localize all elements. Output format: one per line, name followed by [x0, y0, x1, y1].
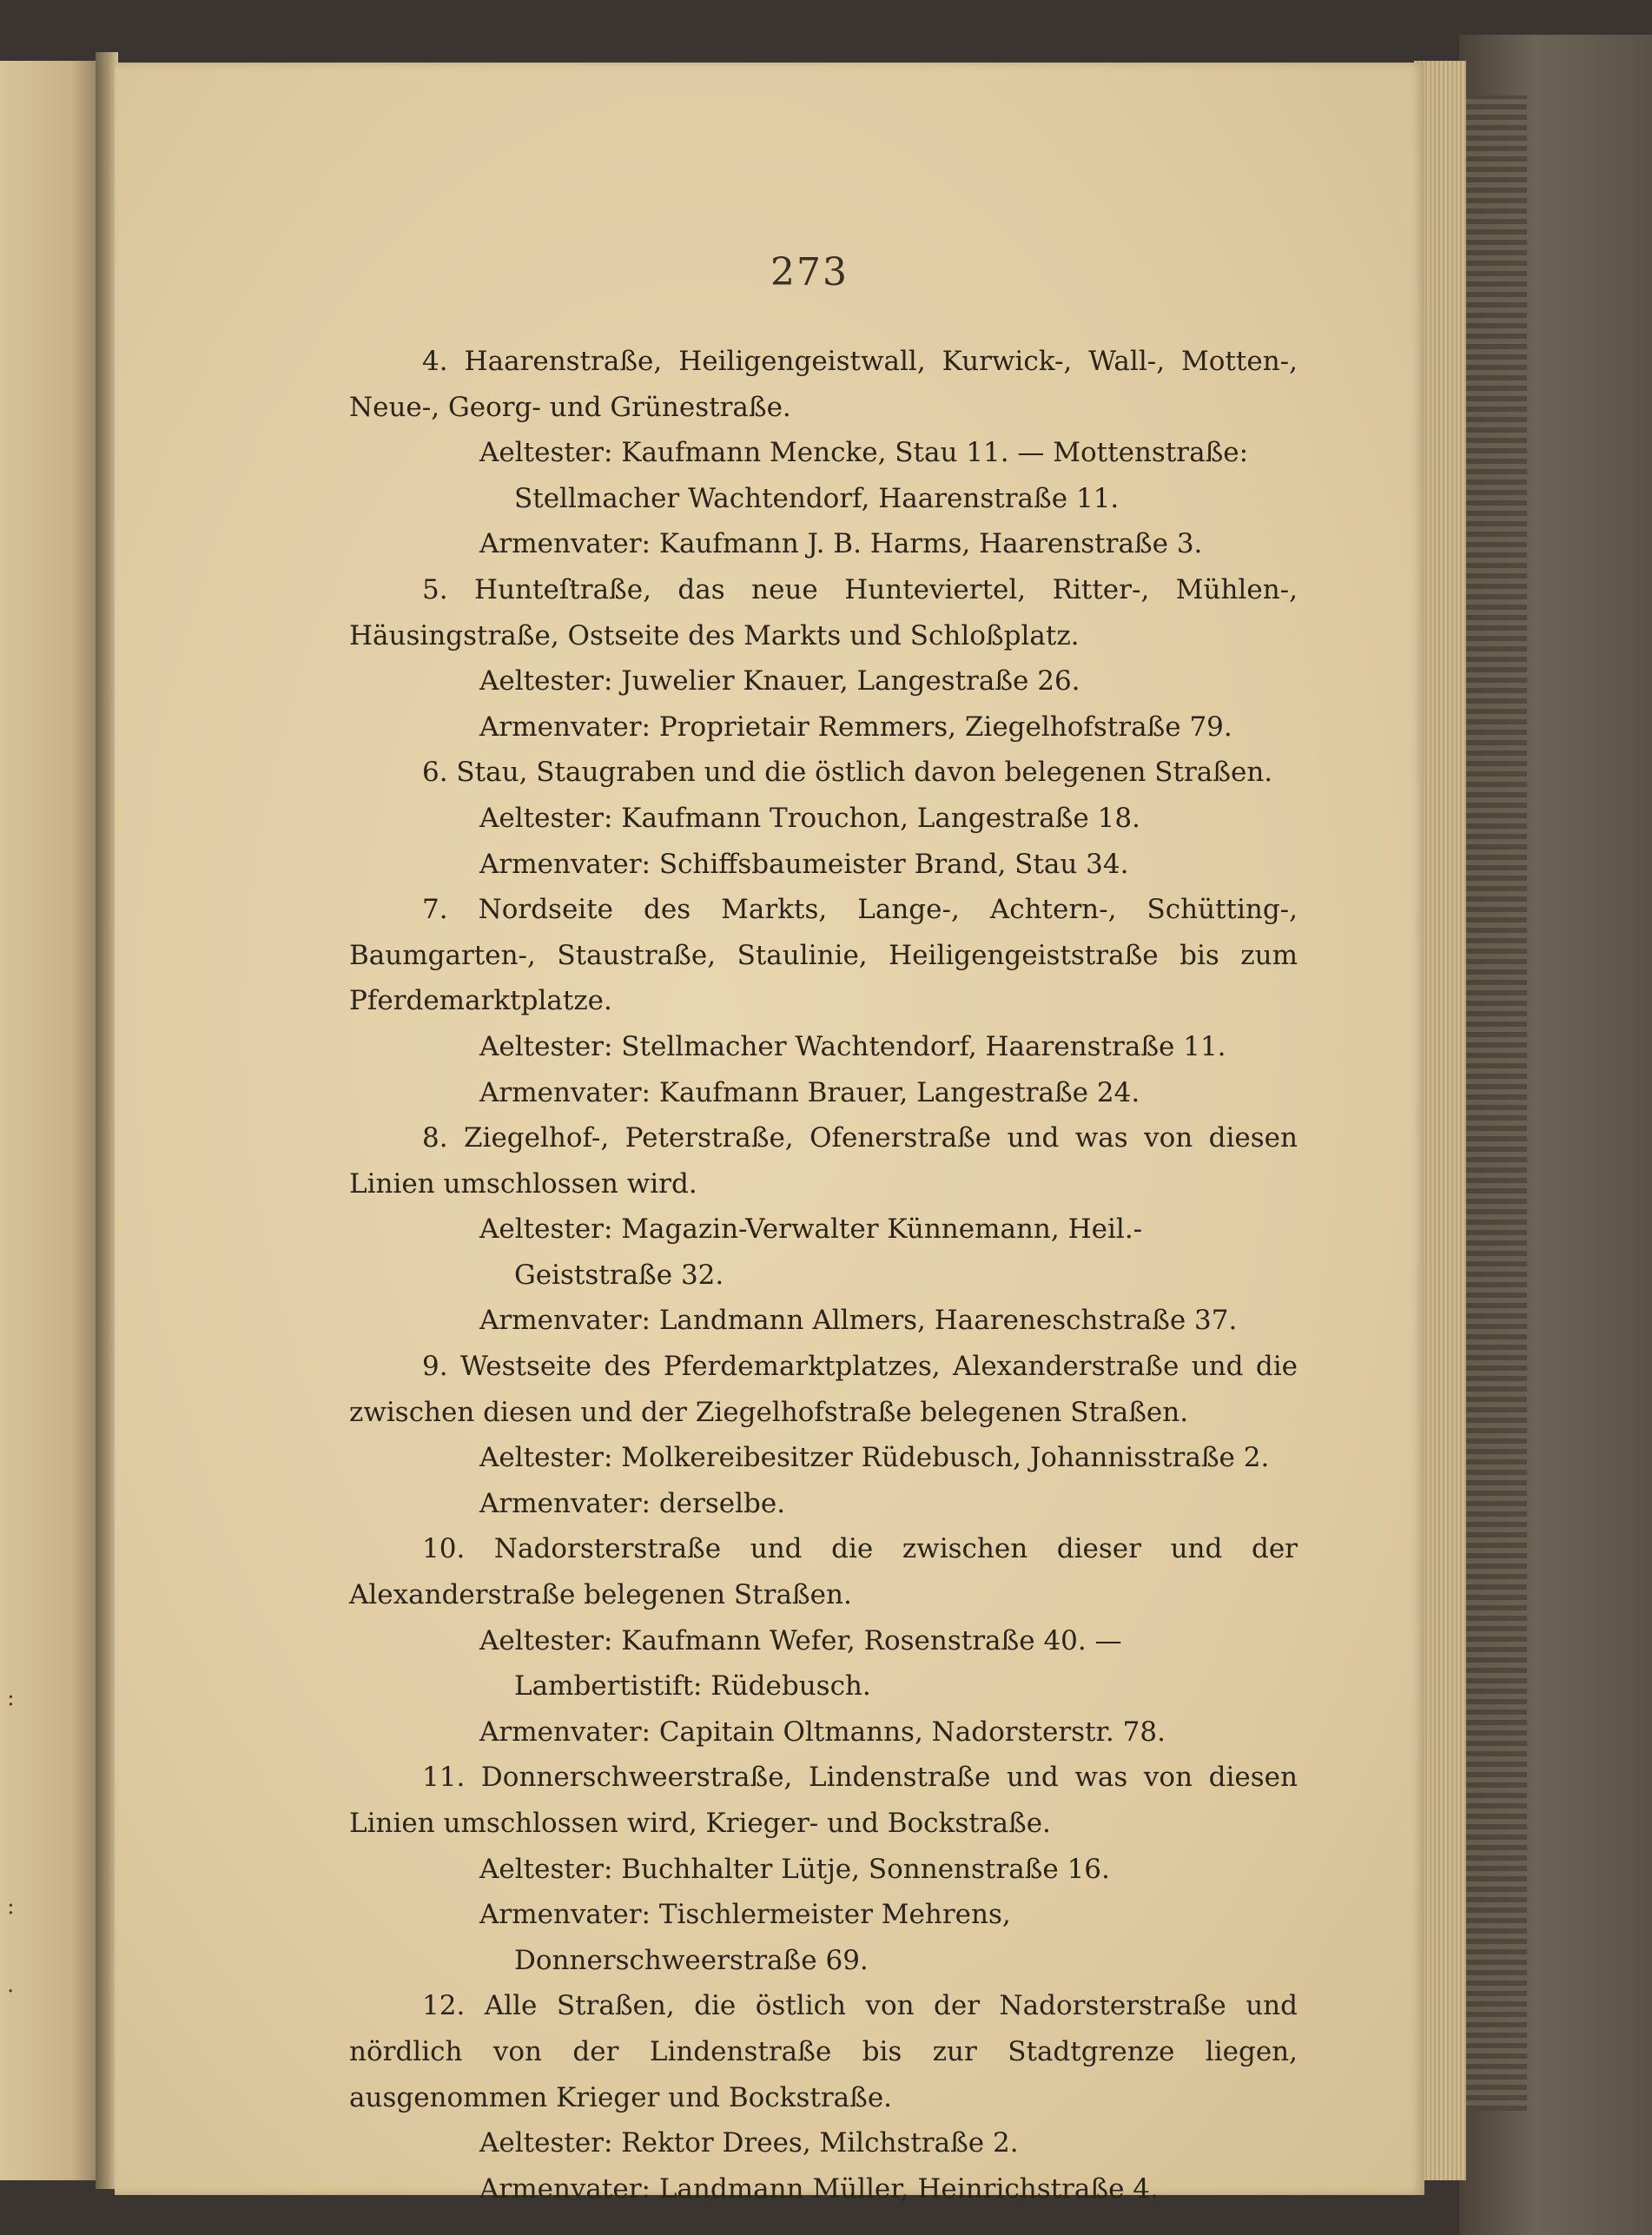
left-page-mark: :: [7, 1894, 15, 1920]
entry-8-armenvater: Armenvater: Landmann Allmers, Haareneschstraße 37.: [479, 1305, 1238, 1337]
entry-9-armenvater: Armenvater: derselbe.: [479, 1487, 786, 1519]
entry-10-heading: 10. Nadorsterstraße und die zwischen dieser und der Alexanderstraße belegenen Straßen.: [349, 1533, 1298, 1611]
entry-9-aeltester: Aeltester: Molkereibesitzer Rüdebusch, Johannisstraße 2.: [479, 1442, 1270, 1474]
entry-5-aeltester: Aeltester: Juwelier Knauer, Langestraße 26.: [479, 665, 1080, 698]
entry-6-heading: 6. Stau, Staugraben und die östlich davon belegenen Straßen.: [422, 757, 1273, 789]
entry-8-heading: 8. Ziegelhof-, Peterstraße, Ofenerstraße und was von diesen Linien umschlossen wird.: [349, 1122, 1298, 1200]
cover-spine-texture: [1466, 96, 1527, 2111]
entry-6-aeltester: Aeltester: Kaufmann Trouchon, Langestraße 18.: [479, 802, 1140, 834]
entry-4-armenvater: Armenvater: Kaufmann J. B. Harms, Haarenstraße 3.: [479, 528, 1203, 560]
entry-12-armenvater: Armenvater: Landmann Müller, Heinrichstraße 4.: [479, 2172, 1159, 2205]
left-page-mark: .: [7, 1972, 15, 1998]
right-page: [115, 63, 1424, 2205]
district-list: [349, 339, 1298, 2212]
entry-6-armenvater: Armenvater: Schiffsbaumeister Brand, Stau 34.: [479, 848, 1129, 880]
entry-8-aeltester: Aeltester: Magazin-Verwalter Künnemann, Heil.-Geiststraße 32.: [479, 1213, 1143, 1291]
entry-5-armenvater: Armenvater: Proprietair Remmers, Ziegelhofstraße 79.: [479, 711, 1232, 743]
entry-7-aeltester: Aeltester: Stellmacher Wachtendorf, Haarenstraße 11.: [479, 1030, 1226, 1062]
entry-7-armenvater: Armenvater: Kaufmann Brauer, Langestraße 24.: [479, 1076, 1140, 1108]
entry-7-heading: 7. Nordseite des Markts, Lange-, Achtern-, Schütting-, Baumgarten-, Staustraße, Staulinie, Heiligengeiststraße bis zum Pferdemarktplatze.: [349, 894, 1298, 1017]
entry-10-armenvater: Armenvater: Capitain Oltmanns, Nadorsterstr. 78.: [479, 1716, 1166, 1748]
entry-5-heading: 5. Hunteſtraße, das neue Hunteviertel, Ritter-, Mühlen-, Häusingstraße, Ostseite des Markts und Schloßplatz.: [349, 573, 1298, 651]
entry-12-aeltester: Aeltester: Rektor Drees, Milchstraße 2.: [479, 2127, 1019, 2159]
entry-9-heading: 9. Westseite des Pferdemarktplatzes, Alexanderstraße und die zwischen diesen und der Ziegelhofstraße belegenen Straßen.: [349, 1351, 1298, 1428]
entry-10-aeltester: Aeltester: Kaufmann Wefer, Rosenstraße 40. — Lambertistift: Rüdebusch.: [479, 1624, 1122, 1703]
entry-12-heading: 12. Alle Straßen, die östlich von der Nadorsterstraße und nördlich von der Lindenstraße bis zur Stadtgrenze liegen, ausgenommen Krieger und Bockstraße.: [349, 1990, 1298, 2113]
left-page-edge: [0, 61, 102, 2180]
entry-4-heading: 4. Haarenstraße, Heiligengeistwall, Kurwick-, Wall-, Motten-, Neue-, Georg- und Grünestraße.: [349, 346, 1298, 423]
page-number: 273: [770, 250, 849, 294]
entry-4-aeltester: Aeltester: Kaufmann Mencke, Stau 11. — Mottenstraße: Stellmacher Wachtendorf, Haarenstraße 11.: [479, 437, 1249, 514]
left-page-mark: :: [7, 1685, 15, 1711]
entry-11-armenvater: Armenvater: Tischlermeister Mehrens, Donnerschweerstraße 69.: [479, 1899, 1011, 1976]
entry-11-heading: 11. Donnerschweerstraße, Lindenstraße und was von diesen Linien umschlossen wird, Krieger- und Bockstraße.: [349, 1762, 1298, 1839]
entry-11-aeltester: Aeltester: Buchhalter Lütje, Sonnenstraße 16.: [479, 1853, 1110, 1885]
